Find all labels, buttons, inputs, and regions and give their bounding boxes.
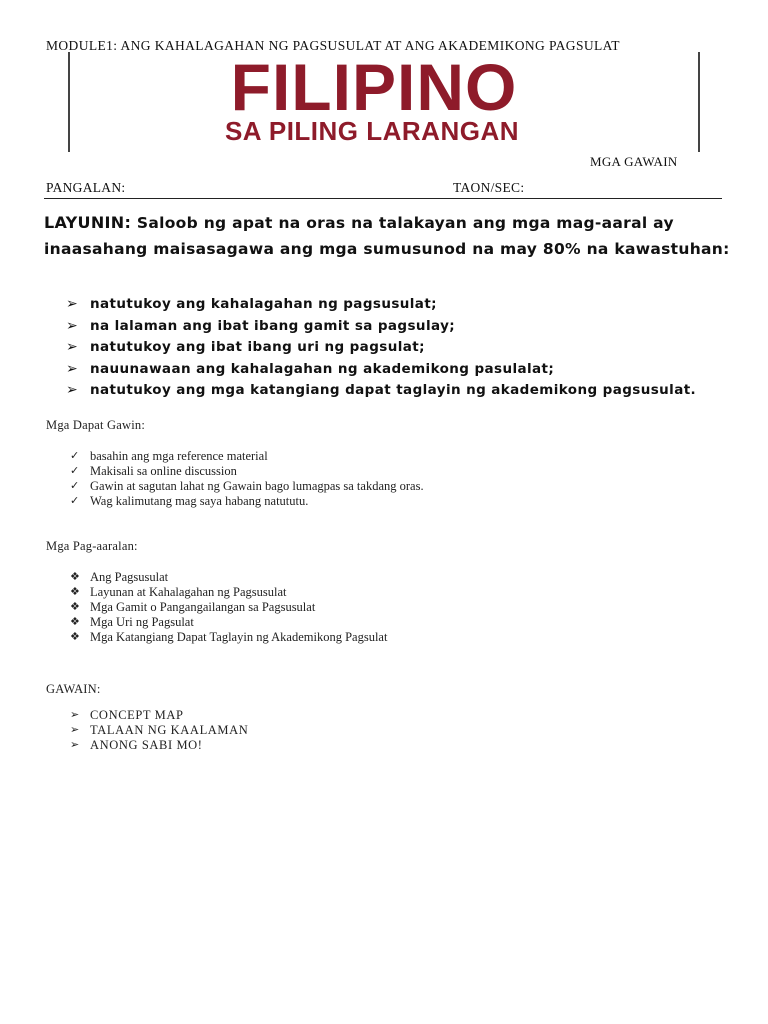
list-item-text: CONCEPT MAP <box>90 708 184 722</box>
list-item-text: basahin ang mga reference material <box>90 449 268 463</box>
list-item-text: Makisali sa online discussion <box>90 464 237 478</box>
checkmark-icon: ✓ <box>70 480 80 492</box>
list-item <box>70 449 710 464</box>
list-item <box>66 359 736 381</box>
name-label: PANGALAN: <box>46 180 126 195</box>
module-title: MODULE1: ANG KAHALAGAHAN NG PAGSUSULAT AT ANG AKADEMIKONG PAGSULAT <box>46 38 620 53</box>
layunin-label: LAYUNIN: <box>44 213 132 232</box>
gawain-title: GAWAIN: <box>46 682 101 696</box>
arrow-bullet-icon: ➢ <box>66 382 79 398</box>
list-item <box>66 294 736 316</box>
layunin-text: Saloob ng apat na oras na talakayan ang mga mag-aaral ay inaasahang maisasagawa ang mga sumusunod na may 80% na kawastuhan: <box>44 214 730 258</box>
list-item <box>70 615 710 630</box>
diamond-bullet-icon: ❖ <box>70 571 80 583</box>
pag-aaralan-title: Mga Pag-aaralan: <box>46 539 138 553</box>
diamond-bullet-icon: ❖ <box>70 616 80 628</box>
list-item-text: natutukoy ang ibat ibang uri ng pagsulat; <box>90 339 425 355</box>
pag-aaralan-list <box>70 570 710 645</box>
arrow-bullet-icon: ➢ <box>70 724 80 736</box>
gawain-list <box>70 708 710 753</box>
list-item <box>70 708 710 723</box>
list-item-text: Gawin at sagutan lahat ng Gawain bago lumagpas sa takdang oras. <box>90 479 424 493</box>
list-item-text: Wag kalimutang mag saya habang natututu. <box>90 494 309 508</box>
list-item <box>66 337 736 359</box>
checkmark-icon: ✓ <box>70 495 80 507</box>
list-item-text: Layunan at Kahalagahan ng Pagsusulat <box>90 585 287 599</box>
arrow-bullet-icon: ➢ <box>66 339 79 355</box>
arrow-bullet-icon: ➢ <box>66 296 79 312</box>
list-item <box>70 494 710 509</box>
objectives-list <box>66 294 736 402</box>
list-item <box>66 316 736 338</box>
list-item <box>70 738 710 753</box>
list-item <box>70 585 710 600</box>
list-item <box>70 479 710 494</box>
list-item <box>70 630 710 645</box>
list-item-text: Mga Gamit o Pangangailangan sa Pagsusulat <box>90 600 316 614</box>
section-label: TAON/SEC: <box>453 180 525 195</box>
banner-subtitle: SA PILING LARANGAN <box>224 116 520 146</box>
list-item-text: na lalaman ang ibat ibang gamit sa pagsulay; <box>90 317 456 334</box>
list-item-text: Mga Katangiang Dapat Taglayin ng Akademikong Pagsulat <box>90 630 388 644</box>
dapat-gawin-title: Mga Dapat Gawin: <box>46 418 146 432</box>
list-item <box>70 723 710 738</box>
dapat-gawin-list <box>70 449 710 509</box>
list-item-text: natutukoy ang mga katangiang dapat taglayin ng akademikong pagsusulat. <box>90 382 697 398</box>
list-item <box>70 600 710 615</box>
checkmark-icon: ✓ <box>70 465 80 477</box>
checkmark-icon: ✓ <box>70 450 80 462</box>
diamond-bullet-icon: ❖ <box>70 586 80 598</box>
objectives-intro <box>44 210 734 262</box>
list-item-text: natutukoy ang kahalagahan ng pagsusulat; <box>90 296 437 312</box>
list-item-text: ANONG SABI MO! <box>90 738 203 752</box>
mga-gawain-label: MGA GAWAIN <box>590 154 678 169</box>
list-item-text: TALAAN NG KAALAMAN <box>90 723 249 737</box>
list-item-text: Ang Pagsusulat <box>90 570 169 584</box>
arrow-bullet-icon: ➢ <box>70 739 80 751</box>
banner <box>68 52 700 152</box>
list-item-text: Mga Uri ng Pagsulat <box>90 615 194 629</box>
diamond-bullet-icon: ❖ <box>70 601 80 613</box>
list-item <box>66 380 736 402</box>
arrow-bullet-icon: ➢ <box>66 317 79 334</box>
arrow-bullet-icon: ➢ <box>66 360 79 377</box>
list-item-text: nauunawaan ang kahalagahan ng akademikong pasulalat; <box>90 360 555 377</box>
student-info-row <box>44 180 722 199</box>
diamond-bullet-icon: ❖ <box>70 631 80 643</box>
banner-title: FILIPINO <box>230 50 518 124</box>
list-item <box>70 464 710 479</box>
arrow-bullet-icon: ➢ <box>70 709 80 721</box>
list-item <box>70 570 710 585</box>
